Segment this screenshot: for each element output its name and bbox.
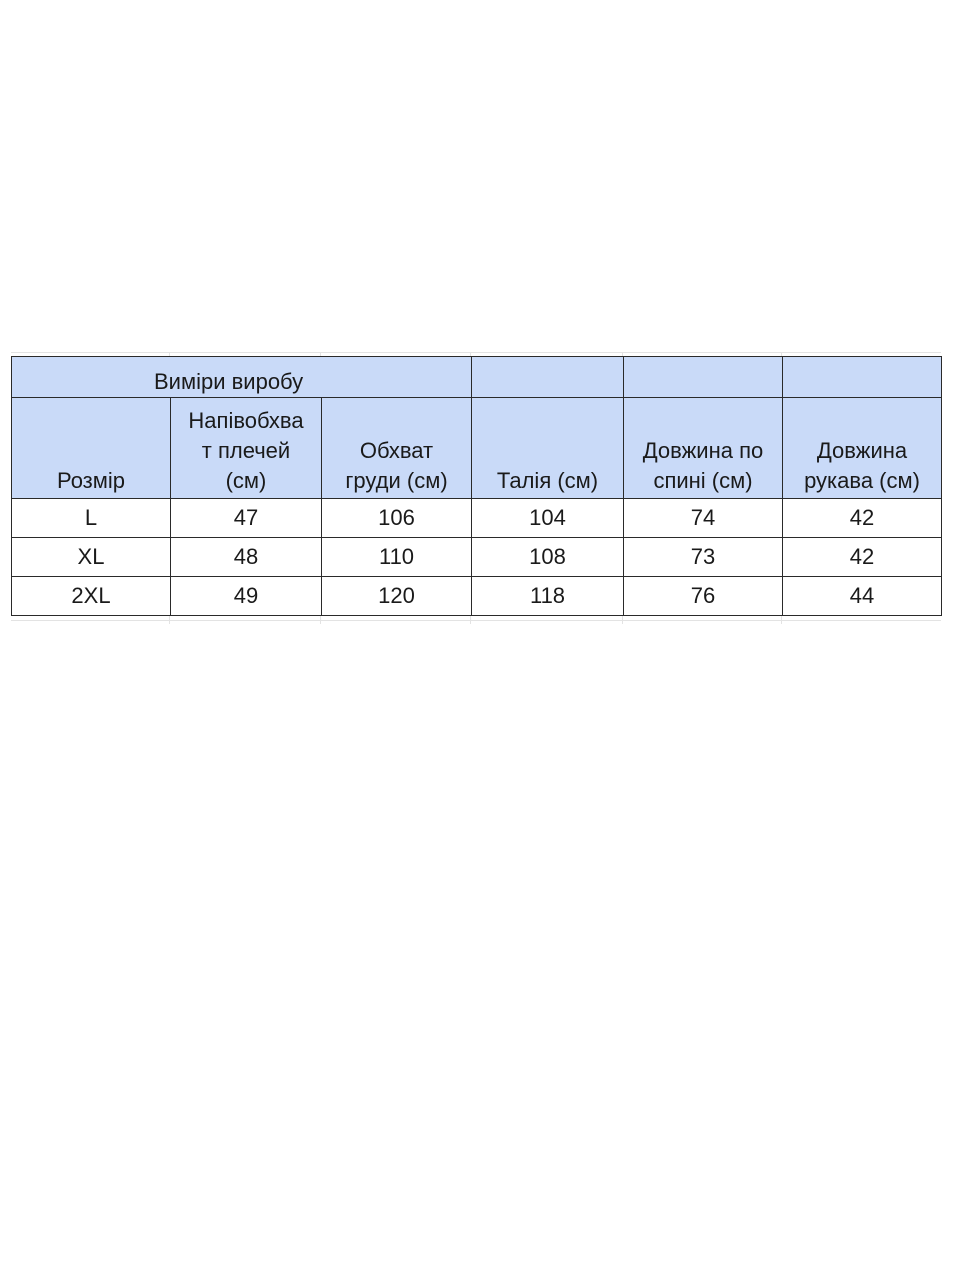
header-shoulder-half-girth [171, 398, 322, 499]
value-cell: 104 [472, 499, 624, 538]
header-line: рукава (см) [804, 468, 920, 493]
header-line: Довжина [816, 438, 908, 463]
group-title-cell [12, 357, 472, 398]
header-line: Талія (см) [496, 468, 599, 493]
value-cell: 106 [322, 499, 472, 538]
size-table [11, 356, 942, 616]
column-header-row [12, 398, 942, 499]
header-line: Напівобхва [188, 408, 304, 433]
value-cell: 110 [322, 538, 472, 577]
size-cell: 2XL [12, 577, 171, 616]
sheet-gridline [11, 352, 941, 353]
value-cell: 42 [783, 538, 942, 577]
value-cell: 118 [472, 577, 624, 616]
header-line: спині (см) [653, 468, 753, 493]
header-chest-girth [322, 398, 472, 499]
table-row [12, 538, 942, 577]
header-line: Розмір [56, 468, 126, 493]
group-header-row [12, 357, 942, 398]
value-cell: 108 [472, 538, 624, 577]
header-line: Довжина по [642, 438, 764, 463]
group-title: Виміри виробу [154, 369, 304, 394]
table-row [12, 499, 942, 538]
value-cell: 74 [624, 499, 783, 538]
group-empty-cell [624, 357, 783, 398]
value-cell: 48 [171, 538, 322, 577]
size-cell: L [12, 499, 171, 538]
header-line: т плечей [201, 438, 291, 463]
header-line: Обхват [359, 438, 434, 463]
size-cell: XL [12, 538, 171, 577]
value-cell: 49 [171, 577, 322, 616]
value-cell: 120 [322, 577, 472, 616]
value-cell: 42 [783, 499, 942, 538]
value-cell: 44 [783, 577, 942, 616]
header-back-length [624, 398, 783, 499]
table-row [12, 577, 942, 616]
value-cell: 47 [171, 499, 322, 538]
value-cell: 73 [624, 538, 783, 577]
header-sleeve-length [783, 398, 942, 499]
group-empty-cell [783, 357, 942, 398]
header-line: груди (см) [345, 468, 448, 493]
group-empty-cell [472, 357, 624, 398]
header-size [12, 398, 171, 499]
header-waist [472, 398, 624, 499]
header-line: (см) [225, 468, 267, 493]
sheet-gridline [11, 620, 941, 621]
value-cell: 76 [624, 577, 783, 616]
